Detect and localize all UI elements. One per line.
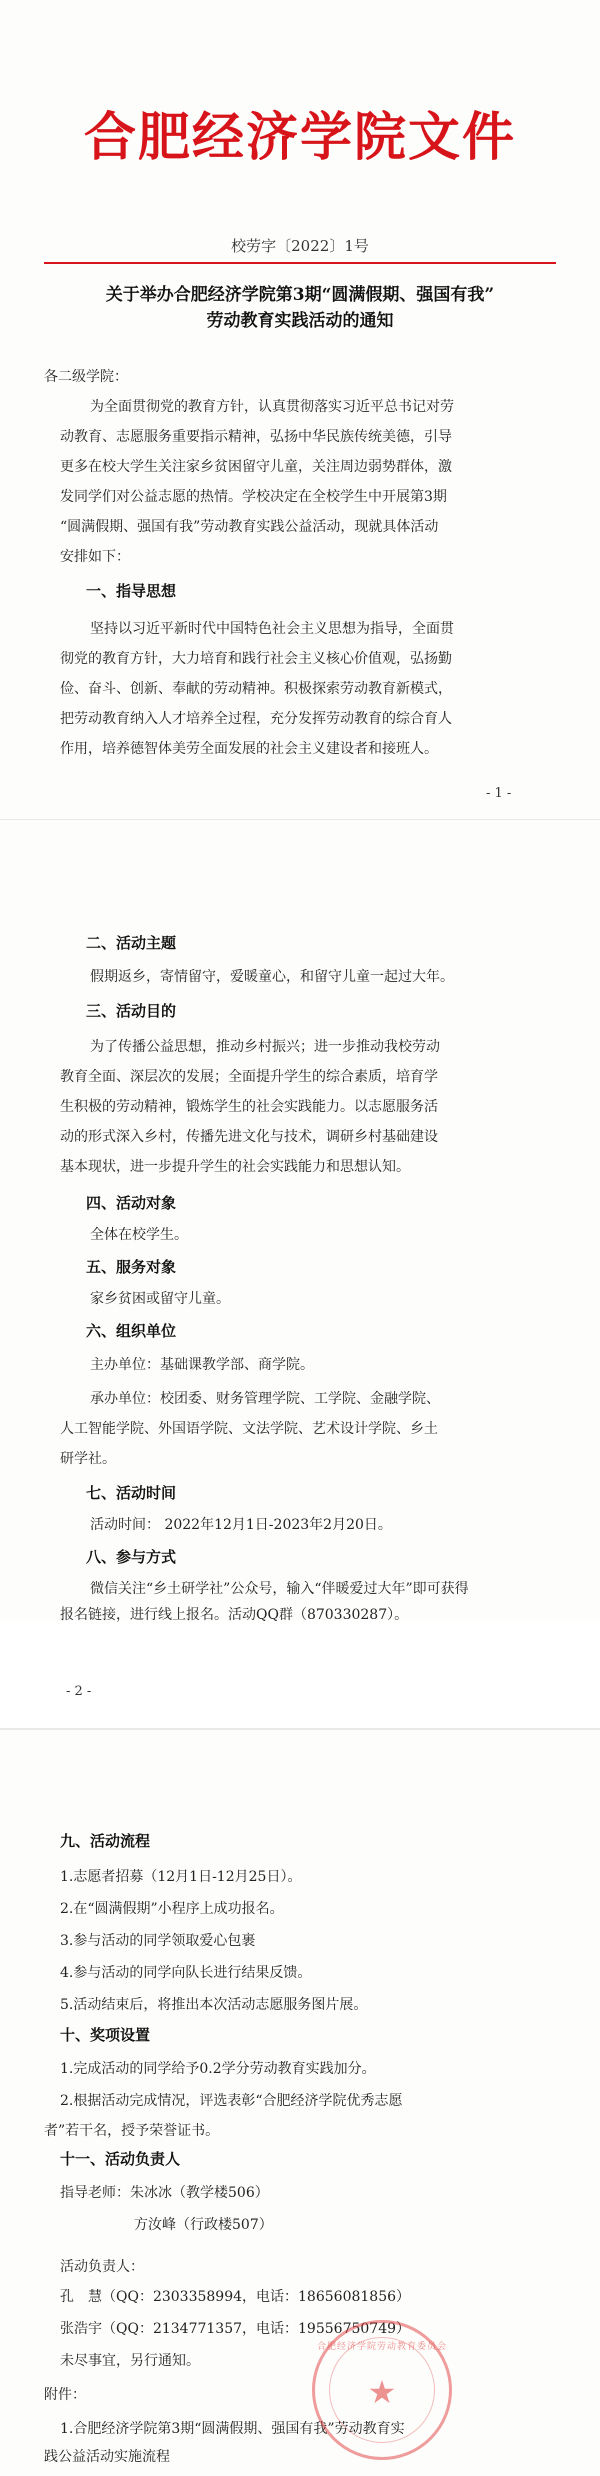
section-1-line: 彻党的教育方针，大力培育和践行社会主义核心价值观，弘扬勤 — [60, 651, 452, 667]
section-6-line: 主办单位：基础课教学部、商学院。 — [90, 1357, 314, 1373]
leaders-label: 活动负责人： — [60, 2259, 144, 2275]
section-7-title: 七、活动时间 — [86, 1484, 177, 1502]
intro-line: 更多在校大学生关注家乡贫困留守儿童，关注周边弱势群体，激 — [60, 459, 452, 475]
doc-title-line2: 劳动教育实践活动的通知 — [206, 311, 394, 331]
section-2-body: 假期返乡，寄情留守，爱暖童心，和留守儿童一起过大年。 — [90, 969, 454, 985]
section-1-line: 俭、奋斗、创新、奉献的劳动精神。积极探索劳动教育新模式， — [60, 681, 452, 697]
star-icon: ★ — [367, 2373, 397, 2411]
section-9-item: 4.参与活动的同学向队长进行结果反馈。 — [60, 1965, 312, 1981]
org-title: 合肥经济学院文件 — [83, 107, 516, 168]
section-3-title: 三、活动目的 — [86, 1002, 177, 1020]
intro-line: “圆满假期、强国有我”劳动教育实践公益活动，现就具体活动 — [60, 519, 439, 535]
section-3-line: 为了传播公益思想，推动乡村振兴；进一步推动我校劳动 — [90, 1039, 440, 1055]
section-9-item: 1.志愿者招募（12月1日-12月25日）。 — [60, 1869, 302, 1885]
section-9-item: 5.活动结束后，将推出本次活动志愿服务图片展。 — [60, 1997, 368, 2013]
section-8-line: 微信关注“乡土研学社”公众号，输入“伴暖爱过大年”即可获得 — [90, 1581, 469, 1597]
attachment-item-cont: 践公益活动实施流程 — [44, 2449, 170, 2465]
section-11-title: 十一、活动负责人 — [60, 2150, 181, 2168]
section-8-title: 八、参与方式 — [86, 1548, 177, 1566]
official-seal — [312, 2320, 452, 2460]
section-10-item: 者”若干名，授予荣誉证书。 — [44, 2123, 220, 2139]
section-1-line: 把劳动教育纳入人才培养全过程，充分发挥劳动教育的综合育人 — [60, 711, 452, 727]
section-9-item: 2.在“圆满假期”小程序上成功报名。 — [60, 1901, 284, 1917]
section-2-title: 二、活动主题 — [86, 934, 177, 952]
intro-line: 动教育、志愿服务重要指示精神，弘扬中华民族传统美德，引导 — [60, 429, 452, 445]
red-divider — [44, 262, 556, 264]
leader-2: 张浩宇（QQ：2134771357，电话：19556750749） — [60, 2321, 411, 2337]
section-9-title: 九、活动流程 — [60, 1832, 151, 1850]
advisor-1: 指导老师：朱冰冰（教学楼506） — [60, 2185, 269, 2201]
section-10-title: 十、奖项设置 — [60, 2026, 151, 2044]
section-6-line: 研学社。 — [60, 1451, 116, 1467]
advisor-2: 方汝峰（行政楼507） — [134, 2217, 273, 2233]
closing-note: 未尽事宜，另行通知。 — [60, 2353, 200, 2369]
section-3-line: 基本现状，进一步提升学生的社会实践能力和思想认知。 — [60, 1159, 410, 1175]
salutation: 各二级学院： — [44, 369, 128, 385]
section-1-line: 坚持以习近平新时代中国特色社会主义思想为指导，全面贯 — [90, 621, 454, 637]
section-5-body: 家乡贫困或留守儿童。 — [90, 1291, 230, 1307]
doc-title-line1: 关于举办合肥经济学院第3期“圆满假期、强国有我” — [105, 285, 495, 305]
section-8-line: 报名链接，进行线上报名。活动QQ群（870330287）。 — [60, 1607, 409, 1623]
attachment-item: 1.合肥经济学院第3期“圆满假期、强国有我”劳动教育实 — [60, 2421, 405, 2437]
section-4-title: 四、活动对象 — [86, 1194, 177, 1212]
intro-line: 发同学们对公益志愿的热情。学校决定在全校学生中开展第3期 — [60, 489, 447, 505]
leader-1: 孔 慧（QQ：2303358994，电话：18656081856） — [60, 2289, 411, 2305]
section-3-line: 生积极的劳动精神，锻炼学生的社会实践能力。以志愿服务活 — [60, 1099, 438, 1115]
section-6-title: 六、组织单位 — [86, 1322, 177, 1340]
intro-line: 安排如下： — [60, 549, 130, 565]
section-10-item: 2.根据活动完成情况，评选表彰“合肥经济学院优秀志愿 — [60, 2093, 403, 2109]
section-6-line: 承办单位：校团委、财务管理学院、工学院、金融学院、 — [90, 1391, 440, 1407]
section-3-line: 动的形式深入乡村，传播先进文化与技术，调研乡村基础建设 — [60, 1129, 438, 1145]
seal-text: 合肥经济学院劳动教育委员会 — [316, 2342, 447, 2352]
section-1-title: 一、指导思想 — [86, 582, 177, 600]
page-number-1: - 1 - — [486, 786, 512, 801]
doc-number: 校劳字〔2022〕1号 — [231, 237, 369, 255]
section-4-body: 全体在校学生。 — [90, 1227, 188, 1243]
section-3-line: 教育全面、深层次的发展；全面提升学生的综合素质，培育学 — [60, 1069, 438, 1085]
page-number-2: - 2 - — [66, 1684, 92, 1699]
intro-line: 为全面贯彻党的教育方针，认真贯彻落实习近平总书记对劳 — [90, 399, 454, 415]
section-7-body: 活动时间： 2022年12月1日-2023年2月20日。 — [90, 1517, 392, 1533]
section-5-title: 五、服务对象 — [86, 1258, 177, 1276]
section-6-line: 人工智能学院、外国语学院、文法学院、艺术设计学院、乡土 — [60, 1421, 438, 1437]
section-9-item: 3.参与活动的同学领取爱心包裹 — [60, 1933, 256, 1949]
attachment-label: 附件： — [44, 2387, 86, 2403]
section-1-line: 作用，培养德智体美劳全面发展的社会主义建设者和接班人。 — [60, 741, 438, 757]
section-10-item: 1.完成活动的同学给予0.2学分劳动教育实践加分。 — [60, 2061, 376, 2077]
